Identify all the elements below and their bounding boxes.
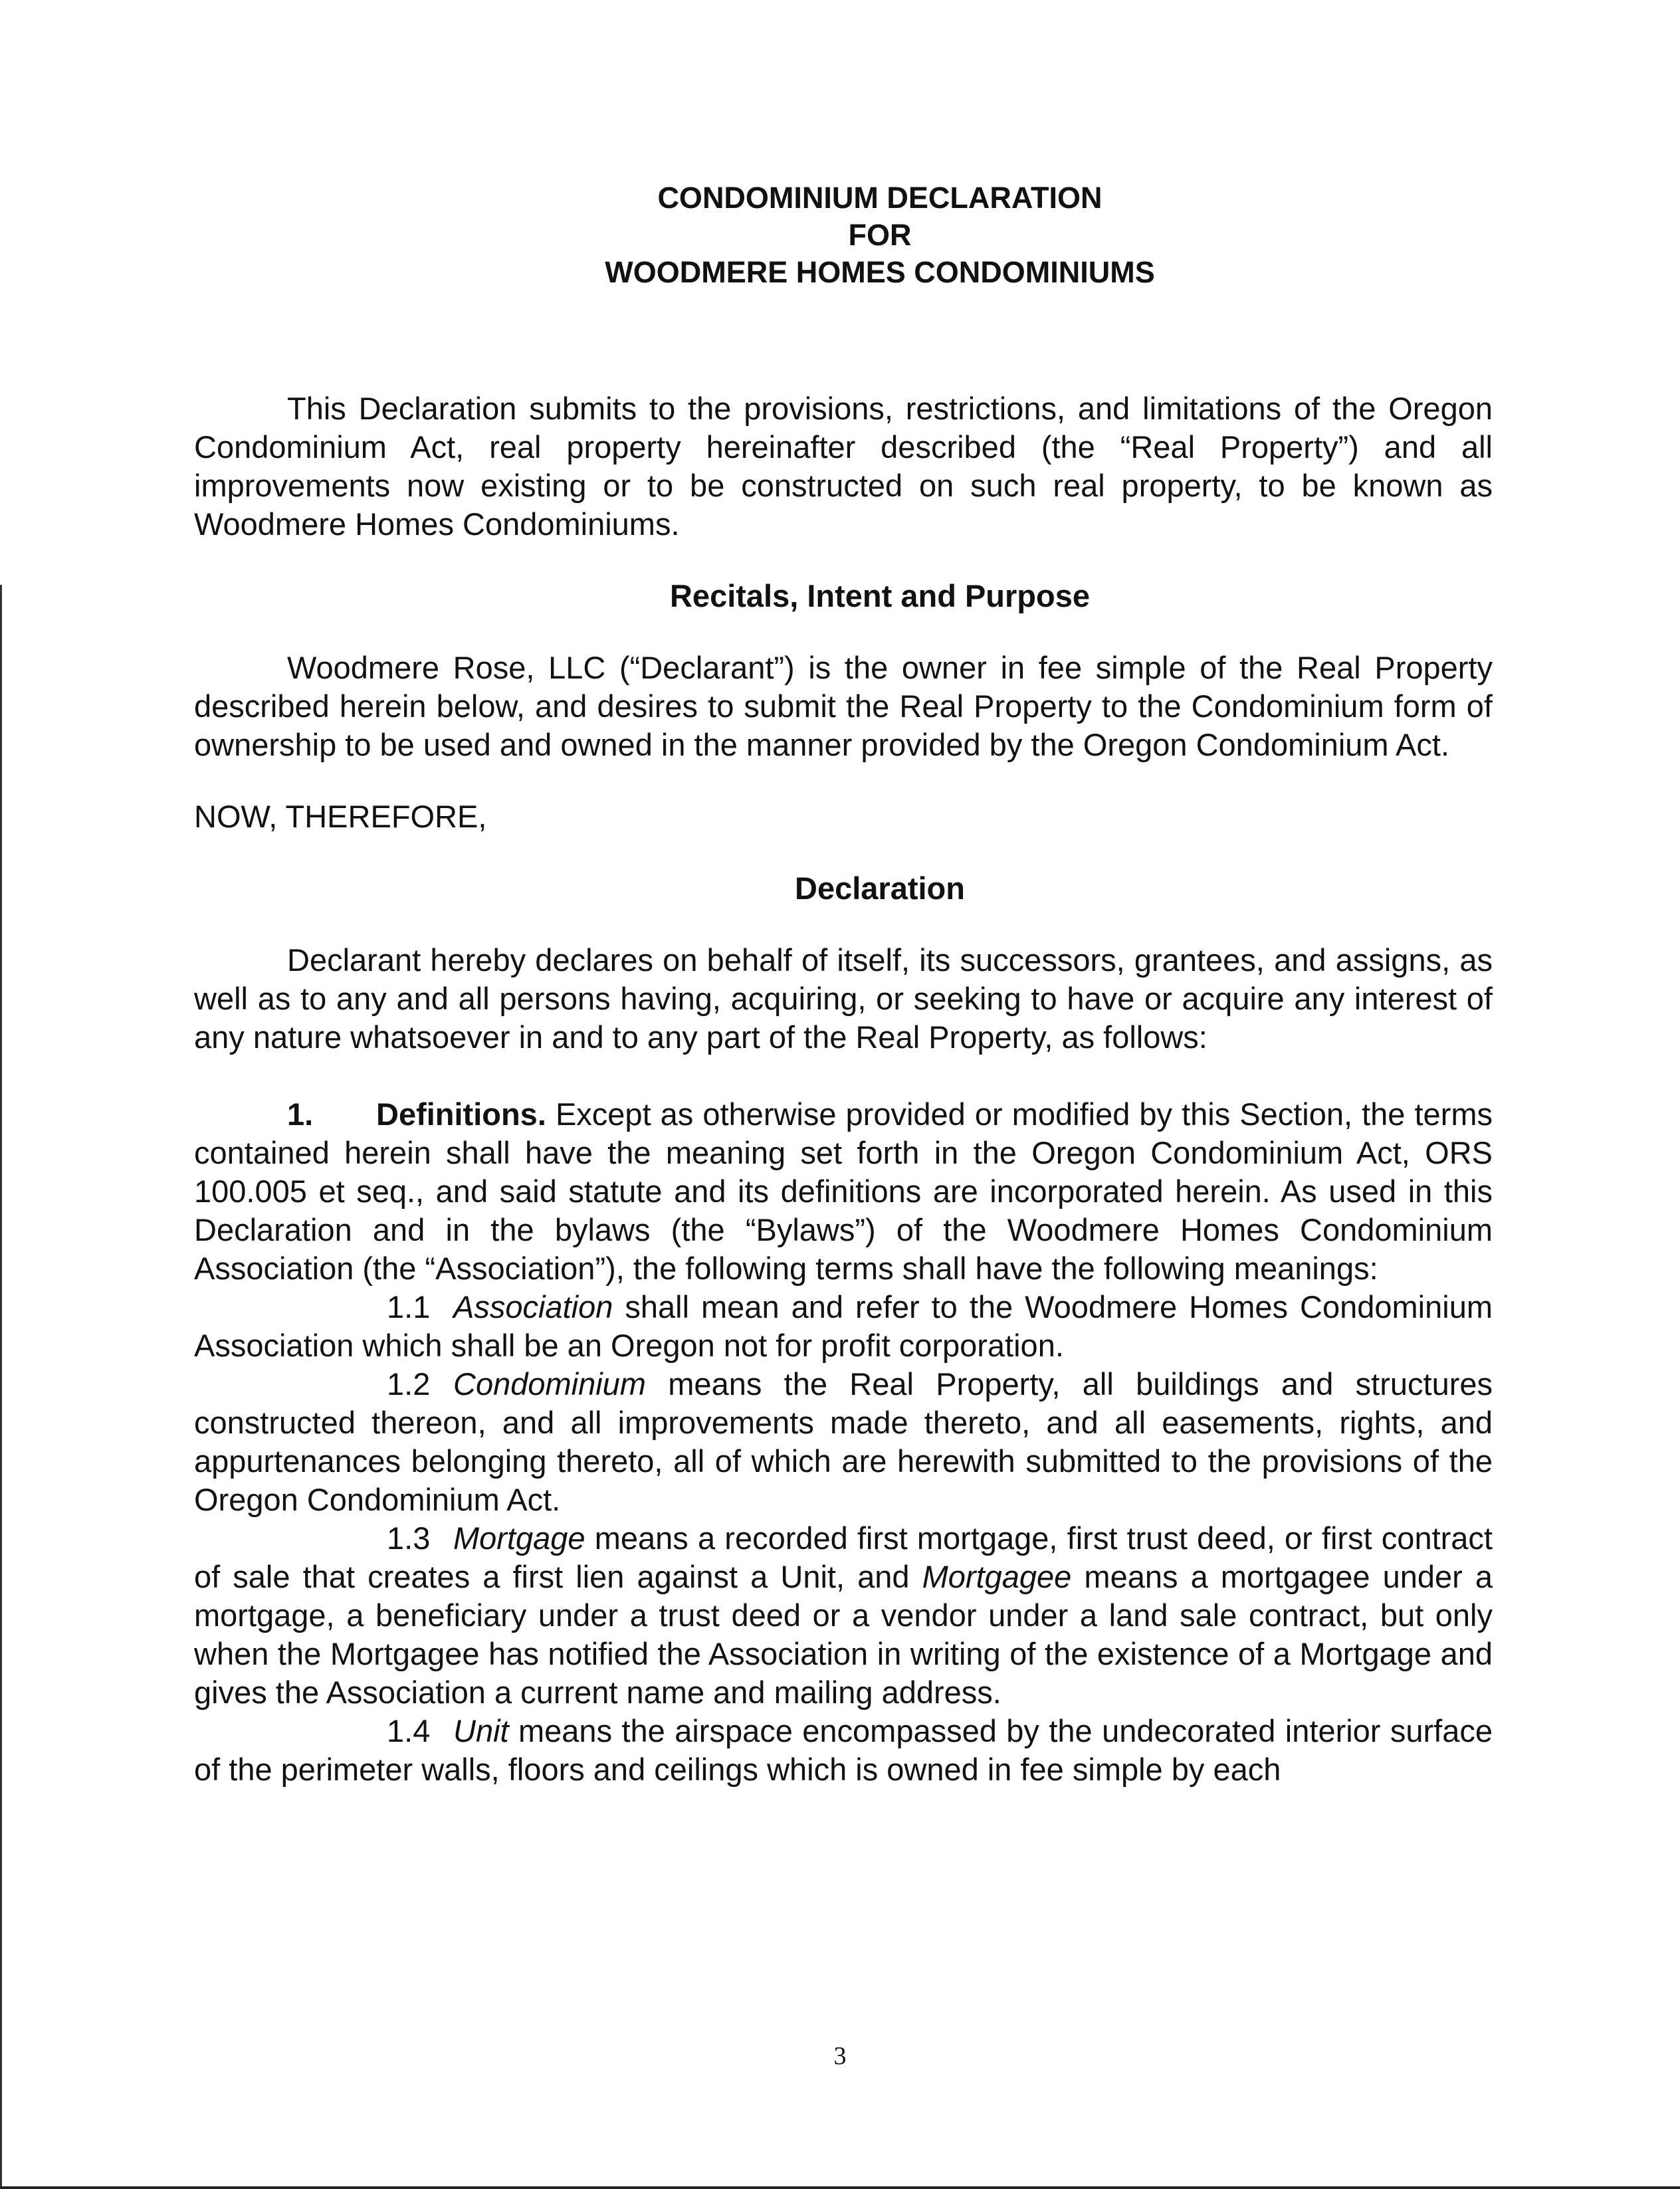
definition-term: Mortgage <box>453 1520 585 1556</box>
definition-text: means the airspace encompassed by the undecorated interior surface of the perimeter walls, floors and ceilings which is owned in fee simple by each <box>194 1713 1493 1787</box>
declaration-paragraph: Declarant hereby declares on behalf of itself, its successors, grantees, and assigns, as well as to any and all persons having, acquiring, or seeking to have or acquire any interest of any nature whatsoever in and to any part of the Real Property, as follows: <box>194 942 1493 1055</box>
title-line-3: WOODMERE HOMES CONDOMINIUMS <box>605 255 1155 289</box>
definition-number: 1.4 <box>387 1713 431 1748</box>
definition-1-2 <box>194 1365 1493 1519</box>
definition-text: means a recorded first mortgage, first trust deed, or first contract of sale that creates a first lien against a Unit, and <box>194 1520 1493 1594</box>
definition-text: shall mean and refer to the Woodmere Homes Condominium Association which shall be an Oregon not for profit corporation. <box>194 1289 1493 1363</box>
now-therefore: NOW, THEREFORE, <box>194 799 487 834</box>
section-1-definitions <box>194 1095 1493 1288</box>
recitals-paragraph: Woodmere Rose, LLC (“Declarant”) is the owner in fee simple of the Real Property described herein below, and desires to submit the Real Property to the Condominium form of ownership to be used and owned in the manner provided by the Oregon Condominium Act. <box>194 650 1493 762</box>
definition-number: 1.2 <box>387 1366 431 1402</box>
section-title: Definitions. <box>376 1096 546 1132</box>
title-line-2: FOR <box>848 218 912 252</box>
scan-edge-left <box>0 585 2 2189</box>
definition-1-3 <box>194 1519 1493 1712</box>
definition-term: Association <box>453 1289 613 1324</box>
definition-text: means the Real Property, all buildings and structures constructed thereon, and all improvements made thereto, and all easements, rights, and appurtenances belonging thereto, all of which are herewith submitted to the provisions of the Oregon Condominium Act. <box>194 1366 1493 1517</box>
section-number: 1. <box>287 1096 314 1132</box>
title-line-1: CONDOMINIUM DECLARATION <box>657 181 1102 215</box>
definition-text-continued: means a mortgagee under a mortgage, a beneficiary under a trust deed or a vendor under a land sale contract, but only when the Mortgagee has notified the Association in writing of the existence of a Mortgage and gives the Association a current name and mailing address. <box>194 1559 1493 1710</box>
definition-term: Condominium <box>453 1366 646 1402</box>
definition-term-secondary: Mortgagee <box>922 1559 1072 1594</box>
definition-number: 1.1 <box>387 1289 431 1324</box>
definition-1-1 <box>194 1288 1493 1365</box>
definition-term: Unit <box>453 1713 509 1748</box>
document-title <box>267 179 1493 291</box>
page-number: 3 <box>833 2042 847 2070</box>
document-body <box>194 179 1493 1789</box>
scan-edge-bottom <box>0 2186 1680 2189</box>
recitals-heading: Recitals, Intent and Purpose <box>669 578 1091 613</box>
definition-number: 1.3 <box>387 1520 431 1556</box>
definition-1-4 <box>194 1712 1493 1789</box>
section-text: Except as otherwise provided or modified by this Section, the terms contained herein shall have the meaning set forth in the Oregon Condominium Act, ORS 100.005 et seq., and said statute and its definitions are incorporated herein. As used in this Declaration and in the bylaws (the “Bylaws”) of the Woodmere Homes Condominium Association (the “Association”), the following terms shall have the following meanings: <box>194 1096 1493 1286</box>
intro-paragraph: This Declaration submits to the provisions, restrictions, and limitations of the Oregon Condominium Act, real property hereinafter described (the “Real Property”) and all improvements now existing or to be constructed on such real property, to be known as Woodmere Homes Condominiums. <box>194 391 1493 542</box>
declaration-heading: Declaration <box>795 871 965 906</box>
